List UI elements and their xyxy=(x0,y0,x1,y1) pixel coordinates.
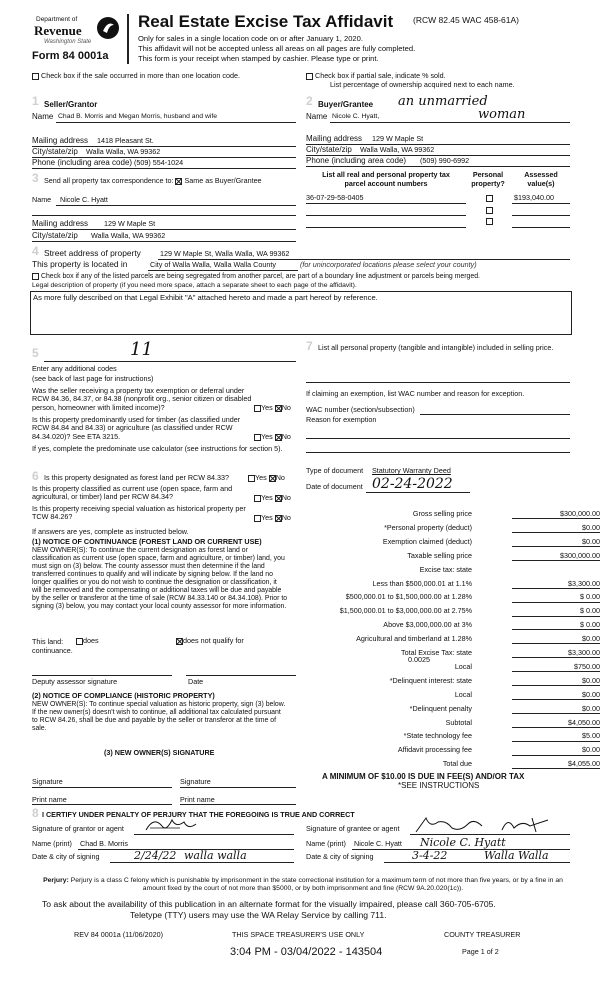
parcel-col-2-b: property? xyxy=(471,179,505,188)
personal-property-checkbox-3[interactable] xyxy=(486,218,493,225)
new-owner-sig-label-1: Signature xyxy=(32,777,63,786)
q5-answers xyxy=(254,514,291,522)
segregate-label: Check box if any of the listed parcels are being segregated from another parcel, are part of a boundary line adjustment or parcels being merged. xyxy=(41,273,480,280)
header-note-2: This affidavit will not be accepted unless all areas on all pages are fully completed. xyxy=(138,44,416,53)
logo-divider xyxy=(127,14,129,64)
tax-row-label: Taxable selling price xyxy=(407,550,472,560)
grantor-date-label: Date & city of signing xyxy=(32,852,100,861)
does-not-option xyxy=(176,637,244,645)
seller-name-label: Name xyxy=(32,112,54,121)
question-2: Is this property predominantly used for timber (as classified under RCW 84.84 and 84.33) or agriculture (as classified under RCW 84.34.020)? See ETA 3215. xyxy=(32,415,241,441)
buyer-phone-label: Phone (including area code) xyxy=(306,156,407,165)
parcel-col-2-a: Personal xyxy=(472,170,504,179)
tax-row-value[interactable]: $5.00 xyxy=(512,732,600,741)
does-option xyxy=(76,637,99,645)
seller-phone-value[interactable]: (509) 554-1024 xyxy=(134,158,184,167)
personal-property-checkbox-1[interactable] xyxy=(486,195,493,202)
section-number-1: 1 xyxy=(32,94,39,108)
tax-row-value[interactable]: $ 0.00 xyxy=(512,593,600,602)
q3-yes-label: Yes xyxy=(255,473,267,482)
wa-logo-icon xyxy=(96,16,120,40)
personal-property-checkbox-2[interactable] xyxy=(486,207,493,214)
doc-date-label: Date of document xyxy=(306,482,363,491)
segregate-checkbox[interactable] xyxy=(32,273,39,280)
tax-row-label: *Delinquent penalty xyxy=(409,703,472,713)
dor-logo xyxy=(32,14,122,66)
treasurer-only: THIS SPACE TREASURER'S USE ONLY xyxy=(232,930,365,939)
tax-row-value[interactable]: $750.00 xyxy=(512,663,600,672)
corr-city-value[interactable]: Walla Walla, WA 99362 xyxy=(91,231,166,240)
grantee-print-value[interactable]: Nicole C. Hyatt xyxy=(354,839,402,848)
correspondence-row xyxy=(44,177,262,185)
tax-row-label: Excise tax: state xyxy=(419,564,472,574)
partial-sale-note: List percentage of ownership acquired next to each name. xyxy=(330,80,515,89)
new-owner-print-label-1: Print name xyxy=(32,795,67,804)
grantor-sig-label: Signature of grantor or agent xyxy=(32,824,124,833)
tax-row xyxy=(306,719,600,730)
tax-row-value[interactable]: $300,000.00 xyxy=(512,510,600,519)
notice-2-title: (2) NOTICE OF COMPLIANCE (HISTORIC PROPERTY) xyxy=(32,691,215,700)
tax-row-value[interactable]: $ 0.00 xyxy=(512,607,600,616)
street-value[interactable]: 129 W Maple St, Walla Walla, WA 99362 xyxy=(160,249,290,258)
grantor-city-value[interactable]: walla walla xyxy=(184,849,247,862)
tax-row-label: $1,500,000.01 to $3,000,000.00 at 2.75% xyxy=(339,606,472,616)
codes-handwritten: 11 xyxy=(130,339,153,360)
segregate-row xyxy=(32,272,480,281)
tax-row-value[interactable]: $0.00 xyxy=(512,705,600,714)
q1-yes-checkbox[interactable] xyxy=(254,405,261,412)
see-back-label: (see back of last page for instructions) xyxy=(32,374,154,383)
tax-row xyxy=(306,538,600,549)
tax-row xyxy=(306,691,600,702)
q3-no-label: No xyxy=(275,473,285,482)
partial-sale-label: Check box if partial sale, indicate % sold. xyxy=(315,71,446,80)
seller-mail-value[interactable]: 1418 Pleasant St. xyxy=(97,136,154,145)
buyer-mail-label: Mailing address xyxy=(306,134,363,143)
grantor-print-value[interactable]: Chad B. Morris xyxy=(80,839,128,848)
tax-row xyxy=(306,705,600,716)
tax-row-label: Total Excise Tax: state xyxy=(401,648,472,657)
tax-row-value[interactable]: $0.00 xyxy=(512,635,600,644)
seller-city-label: City/state/zip xyxy=(32,147,78,156)
tax-row-label: Total due xyxy=(442,759,472,769)
notice-1-title: (1) NOTICE OF CONTINUANCE (FOREST LAND OR CURRENT USE) xyxy=(32,537,262,546)
form-title: Real Estate Excise Tax Affidavit xyxy=(138,12,394,31)
tax-row xyxy=(306,607,600,618)
doc-type-label: Type of document xyxy=(306,466,364,475)
perjury-label: Perjury: xyxy=(43,877,69,884)
q2-no-label: No xyxy=(281,432,291,441)
tax-row xyxy=(306,524,600,535)
corr-name-label: Name xyxy=(32,195,52,204)
buyer-phone-value[interactable]: (509) 990-6992 xyxy=(420,156,470,165)
section-number-7: 7 xyxy=(306,339,313,353)
partial-sale-checkbox[interactable] xyxy=(306,73,313,80)
grantee-city-value[interactable]: Walla Walla xyxy=(484,849,549,862)
notice-2-body: NEW OWNER(S): To continue special valuation as historic property, sign (3) below. If the new owner(s) doesn't wish to continue, all additional tax calculated pursuant to RCW 84.26, shall be due and payable by the seller or transferor at the time of sale. xyxy=(32,701,286,732)
q2-yes-checkbox[interactable] xyxy=(254,434,261,441)
buyer-handwritten-2: woman xyxy=(478,107,526,122)
new-owner-print-label-2: Print name xyxy=(180,795,215,804)
seller-mail-label: Mailing address xyxy=(32,136,89,145)
tax-row-label: Above $3,000,000.00 at 3% xyxy=(383,620,472,630)
parcel-col-1-b: parcel account numbers xyxy=(344,179,428,188)
seller-name-value[interactable]: Chad B. Morris and Megan Morris, husband and wife xyxy=(58,113,218,120)
tax-row-label: Subtotal xyxy=(445,717,472,727)
perjury-notice xyxy=(32,877,574,893)
header-note-3: This form is your receipt when stamped by cashier. Please type or print. xyxy=(138,54,379,63)
same-as-buyer-checkbox[interactable] xyxy=(175,178,182,185)
alt-format-note: To ask about the availability of this publication in an alternate format for the visually impaired, please call 360-705-6705. xyxy=(42,899,496,909)
buyer-city-label: City/state/zip xyxy=(306,145,352,154)
question-3: Is this property designated as forest land per RCW 84.33? xyxy=(44,473,229,482)
grantor-date-value[interactable]: 2/24/22 xyxy=(134,849,177,862)
section-number-2: 2 xyxy=(306,94,313,108)
tax-row-label: Local xyxy=(454,661,472,671)
multi-location-label: Check box if the sale occurred in more than one location code. xyxy=(41,71,240,80)
certify-title: I CERTIFY UNDER PENALTY OF PERJURY THAT THE FOREGOING IS TRUE AND CORRECT xyxy=(42,810,355,819)
county-treasurer: COUNTY TREASURER xyxy=(444,930,521,939)
located-label: This property is located in xyxy=(32,259,128,269)
corr-city-label: City/state/zip xyxy=(32,231,78,240)
q2-no-checkbox[interactable] xyxy=(275,434,282,441)
section-number-6: 6 xyxy=(32,469,39,483)
seller-phone-label: Phone (including area code) xyxy=(32,158,133,167)
q5-yes-checkbox[interactable] xyxy=(254,515,261,522)
multi-location-row xyxy=(32,72,240,80)
page-number: Page 1 of 2 xyxy=(462,947,499,956)
tax-row-label: Exemption claimed (deduct) xyxy=(382,536,472,546)
grantee-print-label: Name (print) xyxy=(306,839,346,848)
does-not-label: does not qualify for xyxy=(183,636,244,645)
tax-row-value[interactable]: $300,000.00 xyxy=(512,552,600,561)
q4-answers xyxy=(254,494,291,502)
tax-row xyxy=(306,649,600,660)
q4-yes-checkbox[interactable] xyxy=(254,495,261,502)
notice-1-body: NEW OWNER(S): To continue the current designation as forest land or classification as current use (open space, farm and agriculture, or timber) land, you must sign on (3) below. The county assessor must then determine if the land transferred continues to qualify and will indicate by signing below. If the land no longer qualifies or you do not wish to continue the designation or classification, it will be removed and the compensating or additional taxes will be due and payable by the seller or transferor at the time of sale (RCW 84.33.140 or 84.34.108). Prior to signing (3) below, you may contact your local county assessor for more information. xyxy=(32,547,288,610)
q1-no-label: No xyxy=(281,403,291,412)
q5-no-label: No xyxy=(281,513,291,522)
question-5: Is this property receiving special valuation as historical property per TCW 84.26? xyxy=(32,504,246,522)
street-label: Street address of property xyxy=(44,248,141,258)
see-instructions: *SEE INSTRUCTIONS xyxy=(398,781,480,790)
header-note-1: Only for sales in a single location code on or after January 1, 2020. xyxy=(138,34,363,43)
legal-description-box[interactable] xyxy=(30,291,572,335)
section-number-5: 5 xyxy=(32,346,39,360)
tax-row-label: Gross selling price xyxy=(412,509,472,518)
corr-name-value[interactable]: Nicole C. Hyatt xyxy=(60,195,108,204)
tax-row-value[interactable]: $3,300.00 xyxy=(512,580,600,589)
q5-yes-label: Yes xyxy=(261,513,273,522)
multi-location-checkbox[interactable] xyxy=(32,73,39,80)
grantor-print-label: Name (print) xyxy=(32,839,72,848)
located-hint: (for unincorporated locations please select your county) xyxy=(300,260,477,269)
tax-row xyxy=(306,746,600,757)
tax-row xyxy=(306,732,600,743)
tax-row xyxy=(306,510,600,521)
tax-row xyxy=(306,760,600,771)
reason-label: Reason for exemption xyxy=(306,415,377,424)
buyer-handwritten-1: an unmarried xyxy=(398,94,488,109)
q4-no-label: No xyxy=(281,493,291,502)
q5-no-checkbox[interactable] xyxy=(275,515,282,522)
dept-line-1: Department of xyxy=(36,16,78,23)
tax-row xyxy=(306,566,600,577)
section-number-3: 3 xyxy=(32,171,39,185)
sig-3-title: (3) NEW OWNER(S) SIGNATURE xyxy=(104,748,215,757)
q2-answers xyxy=(254,433,291,441)
form-number: Form 84 0001a xyxy=(32,50,109,62)
deputy-sig-label: Deputy assessor signature xyxy=(32,677,118,686)
tax-row xyxy=(306,580,600,591)
tax-row-label: $500,000.01 to $1,500,000.00 at 1.28% xyxy=(345,592,472,602)
local-rate: 0.0025 xyxy=(408,655,430,664)
grantee-date-value[interactable]: 3-4-22 xyxy=(412,849,448,862)
q1-yes-label: Yes xyxy=(261,403,273,412)
seller-city-value[interactable]: Walla Walla, WA 99362 xyxy=(86,147,161,156)
tax-row-label: Affidavit processing fee xyxy=(397,745,472,755)
buyer-city-value[interactable]: Walla Walla, WA 99362 xyxy=(360,145,435,154)
buyer-mail-value[interactable]: 129 W Maple St xyxy=(372,134,424,143)
tty-note: Teletype (TTY) users may use the WA Relay Service by calling 711. xyxy=(130,910,387,920)
assessed-value[interactable]: $193,040.00 xyxy=(514,193,554,202)
tax-row-label: Less than $500,000.01 at 1.1% xyxy=(372,578,472,588)
question-4: Is this property classified as current use (open space, farm and agricultural, or timber) land per RCW 84.34? xyxy=(32,484,233,502)
q3-answers xyxy=(248,474,285,482)
tax-row-value[interactable]: $4,055.00 xyxy=(512,760,600,769)
q1-no-checkbox[interactable] xyxy=(275,405,282,412)
corr-mail-label: Mailing address xyxy=(32,219,89,228)
q4-no-checkbox[interactable] xyxy=(275,495,282,502)
tax-row-value[interactable]: $4,050.00 xyxy=(512,719,600,728)
section-number-8: 8 xyxy=(32,806,39,820)
corr-mail-value[interactable]: 129 W Maple St xyxy=(104,219,156,228)
grantee-sig-label: Signature of grantee or agent xyxy=(306,824,400,833)
enter-codes-label: Enter any additional codes xyxy=(32,364,117,373)
deputy-date-label: Date xyxy=(188,677,204,686)
form-citation: (RCW 82.45 WAC 458-61A) xyxy=(413,15,519,25)
perjury-text: Perjury is a class C felony which is punishable by imprisonment in the state correctional institution for a maximum term of not more than five years, or by a fine in an amount fixed by the court of not more than $5000, or by both imprisonment and fine (RCW 9A.20.020(1c)). xyxy=(70,877,563,892)
tax-row-value[interactable]: $3,300.00 xyxy=(512,649,600,658)
continuance-label: continuance. xyxy=(32,646,73,655)
if-yes-note: If answers are yes, complete as instructed below. xyxy=(32,527,189,536)
new-owner-sig-label-2: Signature xyxy=(180,777,211,786)
correspondence-label: Send all property tax correspondence to: xyxy=(44,176,174,185)
q1-answers xyxy=(254,404,291,412)
dept-line-2: Revenue xyxy=(34,23,82,38)
tax-row xyxy=(306,677,600,688)
parcel-col-3-b: value(s) xyxy=(527,179,555,188)
does-not-checkbox[interactable] xyxy=(176,638,183,645)
tax-row-value[interactable]: $0.00 xyxy=(512,538,600,547)
tax-row-label: Agricultural and timberland at 1.28% xyxy=(356,634,472,644)
question-1: Was the seller receiving a property tax exemption or deferral under RCW 84.36, 84.37, or 84.38 (nonprofit org., senior citizen or disabled person, homeowner with limited income)? xyxy=(32,386,252,412)
legal-description-text: As more fully described on that Legal Exhibit "A" attached hereto and made a part hereof by reference. xyxy=(33,293,378,302)
tax-row-label: *Delinquent interest: state xyxy=(389,675,472,685)
grantee-signature[interactable] xyxy=(412,814,562,836)
tax-row-value[interactable]: $0.00 xyxy=(512,524,600,533)
tax-row xyxy=(306,552,600,563)
legal-hint: Legal description of property (if you need more space, attach a separate sheet to each page of the affidavit). xyxy=(32,282,357,289)
seller-heading: Seller/Grantor xyxy=(44,100,98,109)
cashier-stamp: 3:04 PM - 03/04/2022 - 143504 xyxy=(230,946,383,958)
tax-row-label: *Personal property (deduct) xyxy=(384,522,472,532)
same-as-buyer-label: Same as Buyer/Grantee xyxy=(184,176,262,185)
grantor-signature[interactable] xyxy=(140,814,200,836)
doc-type-value[interactable]: Statutory Warranty Deed xyxy=(372,466,451,475)
tax-row-value[interactable]: $0.00 xyxy=(512,691,600,700)
buyer-name-value[interactable]: Nicole C. Hyatt, xyxy=(332,113,380,120)
parcel-number[interactable]: 36-07-29-58-0405 xyxy=(306,193,364,202)
this-land-label: This land: xyxy=(32,637,64,646)
minimum-note: A MINIMUM OF $10.00 IS DUE IN FEE(S) AND/OR TAX xyxy=(322,772,525,781)
personal-list-label: List all personal property (tangible and intangible) included in selling price. xyxy=(318,343,554,352)
buyer-name-label: Name xyxy=(306,112,328,121)
q2-yes-label: Yes xyxy=(261,432,273,441)
q3-yes-checkbox[interactable] xyxy=(248,475,255,482)
tax-row xyxy=(306,621,600,632)
tax-row xyxy=(306,663,600,674)
wac-label: WAC number (section/subsection) xyxy=(306,405,415,414)
tax-row-value[interactable]: $ 0.00 xyxy=(512,621,600,630)
tax-row-value[interactable]: $0.00 xyxy=(512,677,600,686)
does-label: does xyxy=(83,636,99,645)
form-revision: REV 84 0001a (11/06/2020) xyxy=(74,930,163,939)
doc-date-value[interactable]: 02-24-2022 xyxy=(372,476,453,492)
tax-row-label: *State technology fee xyxy=(403,731,472,741)
does-checkbox[interactable] xyxy=(76,638,83,645)
parcel-col-1-a: List all real and personal property tax xyxy=(322,170,450,179)
dept-line-3: Washington State xyxy=(44,39,92,45)
tax-row-value[interactable]: $0.00 xyxy=(512,746,600,755)
q2-note: If yes, complete the predominate use calculator (see instructions for section 5). xyxy=(32,444,283,453)
q3-no-checkbox[interactable] xyxy=(269,475,276,482)
located-value[interactable]: City of Walla Walla, Walla Walla County xyxy=(150,260,276,269)
tax-row xyxy=(306,635,600,646)
tax-row xyxy=(306,593,600,604)
buyer-heading: Buyer/Grantee xyxy=(318,100,374,109)
parcel-col-3-a: Assessed xyxy=(524,170,558,179)
q4-yes-label: Yes xyxy=(261,493,273,502)
grantee-date-label: Date & city of signing xyxy=(306,852,374,861)
grantee-print-handwritten: Nicole C. Hyatt xyxy=(420,836,506,849)
tax-row-label: Local xyxy=(454,689,472,699)
exemption-label: If claiming an exemption, list WAC number and reason for exception. xyxy=(306,389,525,398)
section-number-4: 4 xyxy=(32,244,39,258)
